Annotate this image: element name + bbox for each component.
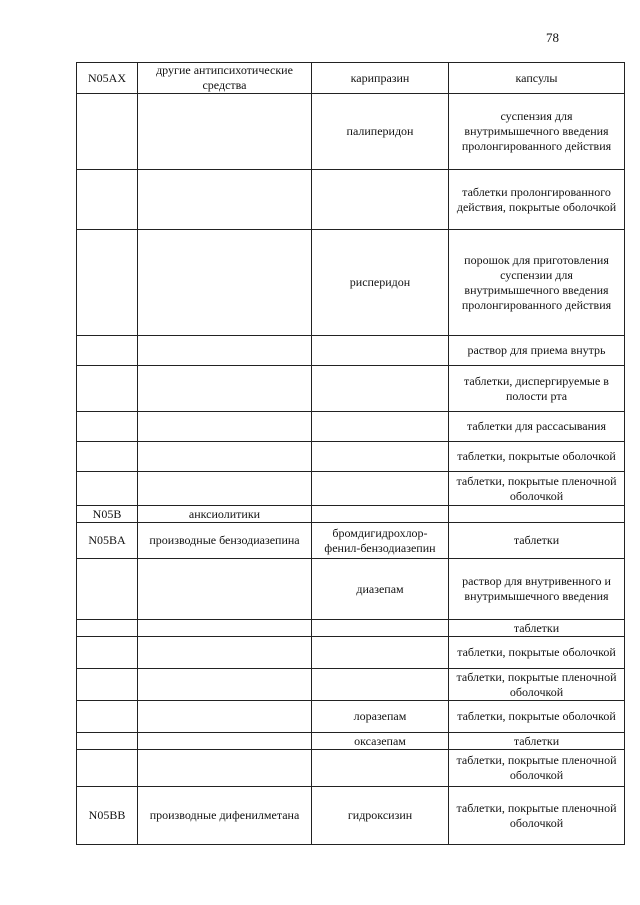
drug-name-cell xyxy=(312,412,449,442)
dosage-form-cell: таблетки xyxy=(449,523,625,559)
page-number: 78 xyxy=(546,30,559,45)
table-row xyxy=(77,506,625,523)
group-cell: анксиолитики xyxy=(138,506,312,523)
atc-code-cell xyxy=(77,442,138,472)
group-cell xyxy=(138,230,312,336)
group-cell xyxy=(138,733,312,750)
dosage-form-cell: капсулы xyxy=(449,63,625,94)
dosage-form-cell: таблетки, покрытые пленочной оболочкой xyxy=(449,669,625,701)
group-cell xyxy=(138,559,312,620)
group-cell: производные дифенилметана xyxy=(138,787,312,845)
table-row xyxy=(77,94,625,170)
table-row xyxy=(77,750,625,787)
table-row xyxy=(77,336,625,366)
atc-code-cell xyxy=(77,733,138,750)
group-cell: другие антипсихотические средства xyxy=(138,63,312,94)
table-row xyxy=(77,669,625,701)
table-row xyxy=(77,472,625,506)
group-cell xyxy=(138,620,312,637)
drug-name-cell xyxy=(312,170,449,230)
drug-name-cell xyxy=(312,637,449,669)
atc-code-cell: N05BB xyxy=(77,787,138,845)
group-cell xyxy=(138,637,312,669)
dosage-form-cell: таблетки, диспергируемые в полости рта xyxy=(449,366,625,412)
table-row xyxy=(77,412,625,442)
group-cell xyxy=(138,170,312,230)
table-row xyxy=(77,170,625,230)
table-row xyxy=(77,63,625,94)
table-row xyxy=(77,559,625,620)
table-row xyxy=(77,701,625,733)
atc-code-cell xyxy=(77,230,138,336)
atc-code-cell xyxy=(77,472,138,506)
dosage-form-cell: таблетки xyxy=(449,733,625,750)
drug-table xyxy=(76,62,625,845)
dosage-form-cell: таблетки, покрытые оболочкой xyxy=(449,442,625,472)
dosage-form-cell: суспензия для внутримышечного введения пролонгированного действия xyxy=(449,94,625,170)
dosage-form-cell: таблетки, покрытые пленочной оболочкой xyxy=(449,472,625,506)
drug-name-cell: гидроксизин xyxy=(312,787,449,845)
dosage-form-cell: таблетки xyxy=(449,620,625,637)
drug-name-cell: рисперидон xyxy=(312,230,449,336)
atc-code-cell xyxy=(77,637,138,669)
drug-name-cell: лоразепам xyxy=(312,701,449,733)
atc-code-cell xyxy=(77,620,138,637)
drug-name-cell: оксазепам xyxy=(312,733,449,750)
group-cell xyxy=(138,336,312,366)
atc-code-cell xyxy=(77,412,138,442)
drug-name-cell xyxy=(312,669,449,701)
atc-code-cell xyxy=(77,336,138,366)
atc-code-cell xyxy=(77,750,138,787)
dosage-form-cell: порошок для приготовления суспензии для внутримышечного введения пролонгированного действия xyxy=(449,230,625,336)
group-cell xyxy=(138,669,312,701)
drug-name-cell xyxy=(312,442,449,472)
table-row xyxy=(77,523,625,559)
group-cell: производные бензодиазепина xyxy=(138,523,312,559)
drug-name-cell xyxy=(312,366,449,412)
table-row xyxy=(77,620,625,637)
table-row xyxy=(77,442,625,472)
atc-code-cell xyxy=(77,669,138,701)
group-cell xyxy=(138,412,312,442)
dosage-form-cell: таблетки, покрытые пленочной оболочкой xyxy=(449,787,625,845)
group-cell xyxy=(138,442,312,472)
atc-code-cell: N05AX xyxy=(77,63,138,94)
atc-code-cell: N05B xyxy=(77,506,138,523)
drug-name-cell xyxy=(312,750,449,787)
atc-code-cell xyxy=(77,170,138,230)
table-row xyxy=(77,230,625,336)
group-cell xyxy=(138,750,312,787)
drug-name-cell xyxy=(312,472,449,506)
dosage-form-cell: раствор для внутривенного и внутримышечного введения xyxy=(449,559,625,620)
dosage-form-cell: раствор для приема внутрь xyxy=(449,336,625,366)
dosage-form-cell: таблетки, покрытые оболочкой xyxy=(449,637,625,669)
atc-code-cell xyxy=(77,366,138,412)
drug-name-cell: диазепам xyxy=(312,559,449,620)
atc-code-cell: N05BA xyxy=(77,523,138,559)
group-cell xyxy=(138,366,312,412)
drug-name-cell: бромдигидрохлор-фенил-бензодиазепин xyxy=(312,523,449,559)
group-cell xyxy=(138,94,312,170)
dosage-form-cell xyxy=(449,506,625,523)
group-cell xyxy=(138,472,312,506)
table-row xyxy=(77,637,625,669)
drug-name-cell xyxy=(312,336,449,366)
dosage-form-cell: таблетки для рассасывания xyxy=(449,412,625,442)
drug-name-cell xyxy=(312,620,449,637)
atc-code-cell xyxy=(77,559,138,620)
dosage-form-cell: таблетки, покрытые оболочкой xyxy=(449,701,625,733)
drug-name-cell xyxy=(312,506,449,523)
drug-name-cell: карипразин xyxy=(312,63,449,94)
group-cell xyxy=(138,701,312,733)
table-row xyxy=(77,366,625,412)
dosage-form-cell: таблетки, покрытые пленочной оболочкой xyxy=(449,750,625,787)
dosage-form-cell: таблетки пролонгированного действия, покрытые оболочкой xyxy=(449,170,625,230)
atc-code-cell xyxy=(77,701,138,733)
atc-code-cell xyxy=(77,94,138,170)
drug-name-cell: палиперидон xyxy=(312,94,449,170)
table-row xyxy=(77,787,625,845)
table-row xyxy=(77,733,625,750)
